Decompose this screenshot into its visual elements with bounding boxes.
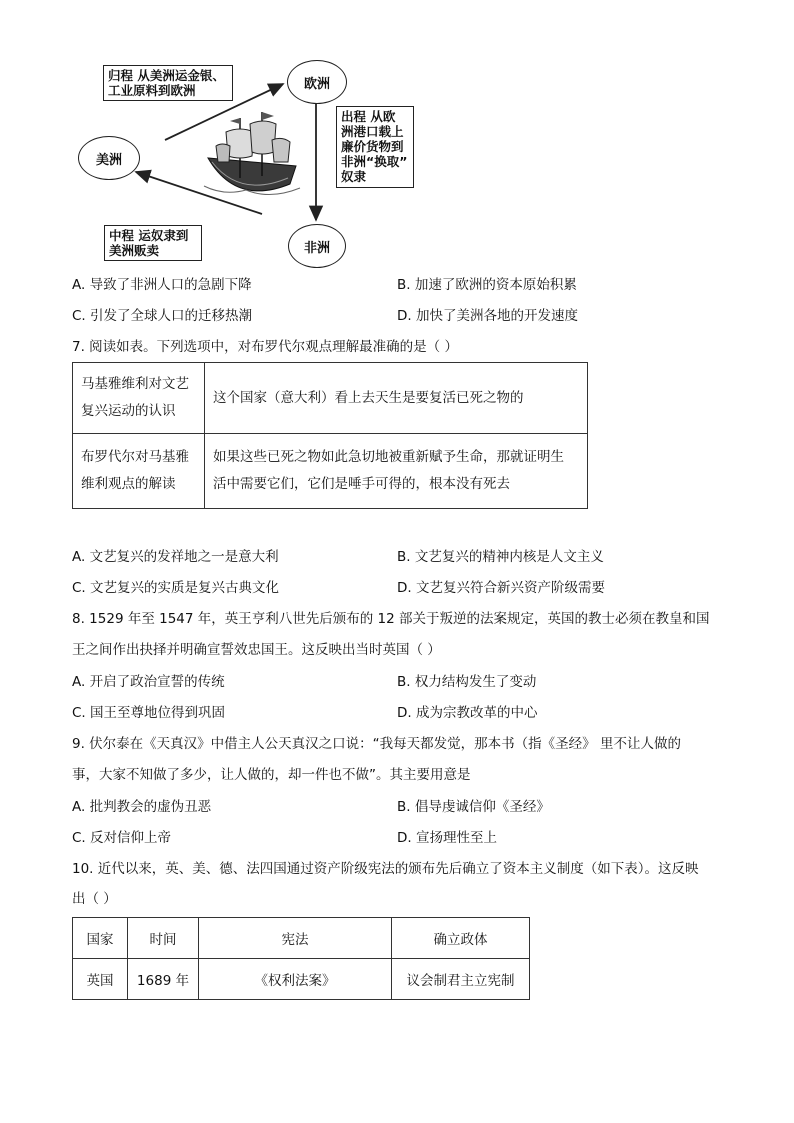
- q7-row1-body: [205, 363, 588, 434]
- box-outbound-route: [336, 106, 414, 188]
- q10-cell-constitution: 《权利法案》: [199, 959, 392, 1000]
- q6-option-c[interactable]: C. 引发了全球人口的迁移热潮: [72, 308, 253, 324]
- box-middle-line: 中程 运奴隶到: [109, 228, 189, 243]
- q6-option-d[interactable]: D. 加快了美洲各地的开发速度: [397, 308, 578, 324]
- q7-row2-body: [205, 434, 588, 509]
- box-outbound-line: 出程 从欧: [341, 109, 396, 124]
- q7-stem: 7. 阅读如表。下列选项中，对布罗代尔观点理解最准确的是（ ）: [72, 339, 458, 355]
- box-return-line: 归程 从美洲运金银、: [108, 68, 225, 83]
- q10-stem-line2: 出（ ）: [72, 891, 117, 907]
- table-header-row: [73, 918, 530, 959]
- q8-stem-line1: 8. 1529 年至 1547 年，英王亨利八世先后颁布的 12 部关于叛逆的法案规定，英国的教士必须在教皇和国: [72, 611, 710, 627]
- box-outbound-line: 洲港口载上: [341, 124, 404, 139]
- q7-option-d[interactable]: D. 文艺复兴符合新兴资产阶级需要: [397, 580, 605, 596]
- oval-america: 美洲: [78, 136, 140, 180]
- box-middle-line: 美洲贩卖: [109, 243, 160, 258]
- box-outbound-line: 奴隶: [341, 169, 367, 184]
- cell-line: 如果这些已死之物如此急切地被重新赋予生命，那就证明生: [213, 449, 564, 465]
- q6-option-b[interactable]: B. 加速了欧洲的资本原始积累: [397, 277, 577, 293]
- q7-option-a[interactable]: A. 文艺复兴的发祥地之一是意大利: [72, 549, 279, 565]
- cell-line: 活中需要它们，它们是唾手可得的，根本没有死去: [213, 476, 510, 492]
- q8-option-c[interactable]: C. 国王至尊地位得到巩固: [72, 705, 226, 721]
- q7-table: [72, 362, 588, 509]
- q10-table: [72, 917, 530, 1000]
- cell-line: 复兴运动的认识: [81, 403, 176, 419]
- cell-line: 布罗代尔对马基雅: [81, 449, 189, 465]
- q9-option-c[interactable]: C. 反对信仰上帝: [72, 830, 172, 846]
- table-row: [73, 363, 588, 434]
- table-row: [73, 434, 588, 509]
- q8-stem-line2: 王之间作出抉择并明确宣誓效忠国王。这反映出当时英国（ ）: [72, 642, 441, 658]
- q9-stem-line2: 事，大家不知做了多少，让人做的，却一件也不做”。其主要用意是: [72, 767, 471, 783]
- q6-option-a[interactable]: A. 导致了非洲人口的急剧下降: [72, 277, 252, 293]
- q8-option-a[interactable]: A. 开启了政治宣誓的传统: [72, 674, 225, 690]
- oval-africa: 非洲: [288, 224, 346, 268]
- q7-option-c[interactable]: C. 文艺复兴的实质是复兴古典文化: [72, 580, 280, 596]
- q9-stem-line1: 9. 伏尔泰在《天真汉》中借主人公天真汉之口说：“我每天都发觉，那本书（指《圣经》 里不让人做的: [72, 736, 681, 752]
- q10-cell-polity: 议会制君主立宪制: [392, 959, 530, 1000]
- q10-header-polity: 确立政体: [392, 918, 530, 959]
- box-middle-route: [104, 225, 202, 261]
- q10-cell-time: 1689 年: [128, 959, 199, 1000]
- oval-europe: 欧洲: [287, 60, 347, 104]
- q9-option-a[interactable]: A. 批判教会的虚伪丑恶: [72, 799, 212, 815]
- q10-header-country: 国家: [73, 918, 128, 959]
- q8-option-b[interactable]: B. 权力结构发生了变动: [397, 674, 537, 690]
- box-return-line: 工业原料到欧洲: [108, 83, 196, 98]
- q10-header-time: 时间: [128, 918, 199, 959]
- box-return-route: [103, 65, 233, 101]
- q8-option-d[interactable]: D. 成为宗教改革的中心: [397, 705, 538, 721]
- sailing-ship-icon: [204, 112, 300, 195]
- q9-option-d[interactable]: D. 宣扬理性至上: [397, 830, 497, 846]
- table-row: [73, 959, 530, 1000]
- q10-stem-line1: 10. 近代以来，英、美、德、法四国通过资产阶级宪法的颁布先后确立了资本主义制度（如下表）。这反映: [72, 861, 699, 877]
- q9-option-b[interactable]: B. 倡导虔诚信仰《圣经》: [397, 799, 550, 815]
- box-outbound-line: 非洲“换取”: [341, 154, 408, 169]
- q7-row2-head: [73, 434, 205, 509]
- q10-cell-country: 英国: [73, 959, 128, 1000]
- cell-line: 马基雅维利对文艺: [81, 376, 189, 392]
- box-outbound-line: 廉价货物到: [341, 139, 404, 154]
- q7-row1-head: [73, 363, 205, 434]
- q10-header-constitution: 宪法: [199, 918, 392, 959]
- q7-option-b[interactable]: B. 文艺复兴的精神内核是人文主义: [397, 549, 604, 565]
- cell-line: 这个国家（意大利）看上去天生是要复活已死之物的: [213, 389, 524, 406]
- cell-line: 维利观点的解读: [81, 476, 176, 492]
